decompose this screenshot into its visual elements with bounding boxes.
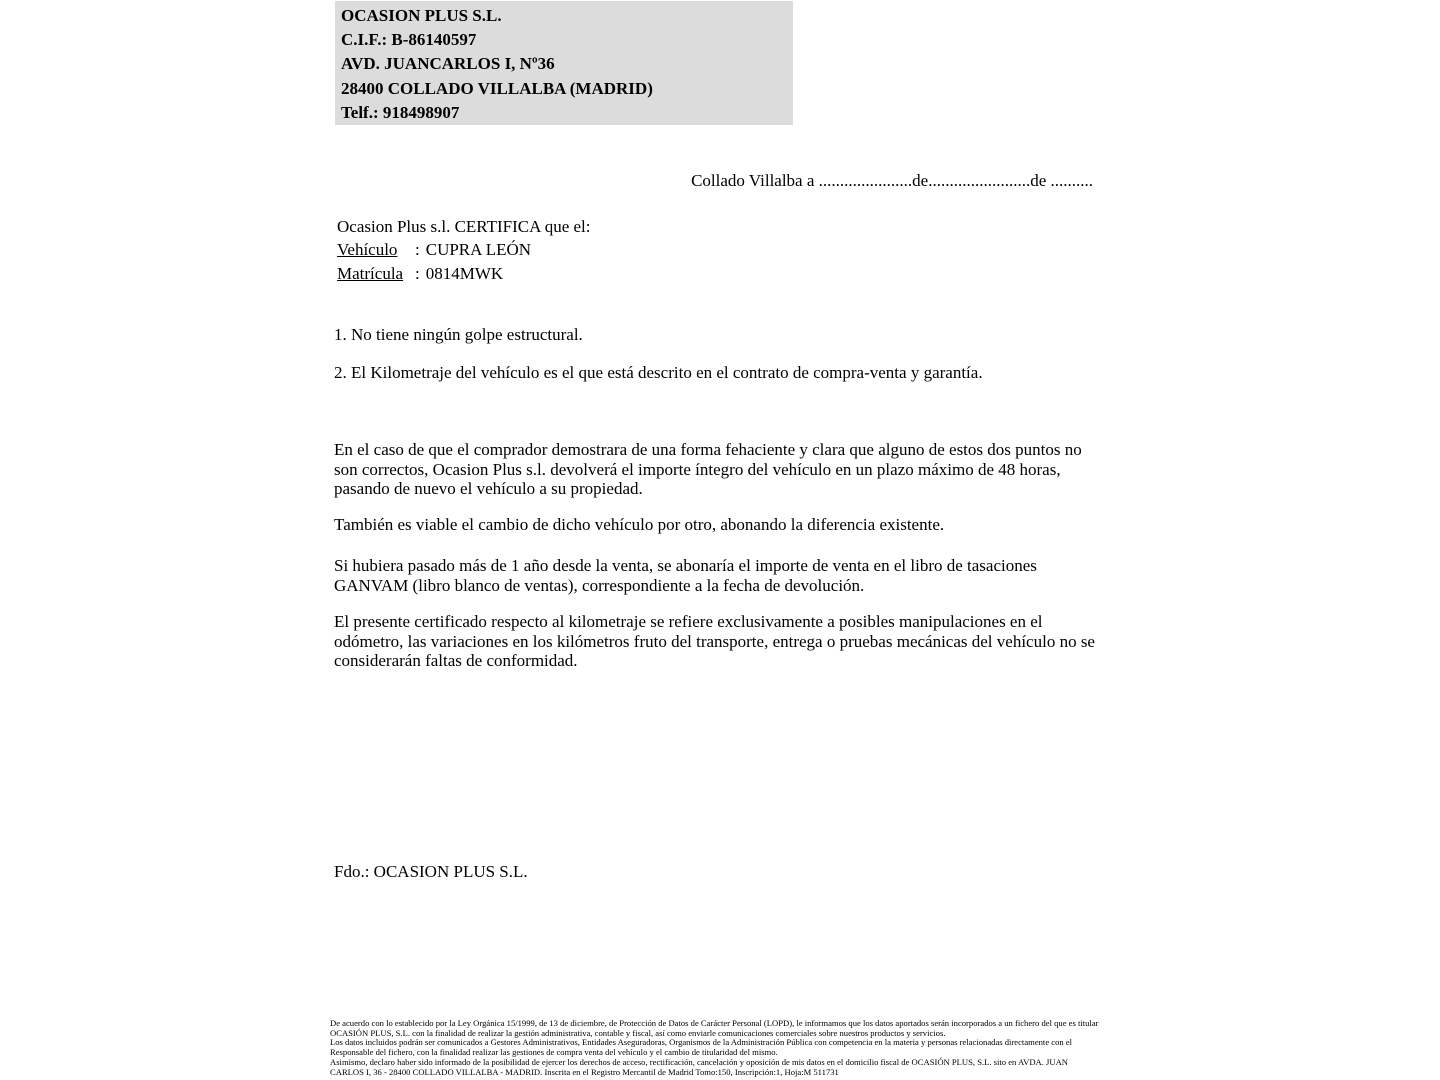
legal-footer-line: Los datos incluidos podrán ser comunicados a Gestores Administrativos, Entidades Aseguradoras, Organismos de la Administración Pública con competencia en la materia y personas relacionadas directamente con el	[330, 1037, 1073, 1048]
plate-field-value: 0814MWK	[425, 264, 504, 283]
legal-footer	[330, 1019, 1120, 1077]
plate-field-row	[337, 264, 503, 284]
plate-field-label: Matrícula	[337, 264, 404, 283]
company-name: OCASION PLUS S.L.	[341, 6, 502, 25]
paragraph-ganvam-valuation: Si hubiera pasado más de 1 año desde la venta, se abonaría el importe de venta en el libro de tasaciones GANVAM (libro blanco de ventas), correspondiente a la fecha de devolución.	[334, 556, 1037, 595]
company-city: 28400 COLLADO VILLALBA (MADRID)	[341, 78, 653, 98]
legal-footer-line: Asimismo, declaro haber sido informado de la posibilidad de ejercer los derechos de acceso, rectificación, cancelación y oposición de mis datos en el domicilio fiscal de OCASIÓN PLUS, S.L. sito en AVDA. JUAN	[330, 1056, 1069, 1067]
company-phone: Telf.: 918498907	[341, 102, 460, 122]
company-address: AVD. JUANCARLOS I, Nº36	[341, 54, 555, 74]
legal-footer-line: OCASIÓN PLUS, S.L. con la finalidad de realizar la gestión administrativa, contable y fiscal, así como enviarle comunicaciones comerciales sobre nuestros productos y servicios.	[330, 1027, 946, 1038]
vehicle-field-separator: :	[415, 240, 420, 259]
date-line: Collado Villalba a ......................de........................de ..........	[691, 171, 1093, 190]
vehicle-field-label: Vehículo	[337, 240, 398, 259]
paragraph-odometer-disclaimer: El presente certificado respecto al kilometraje se refiere exclusivamente a posibles manipulaciones en el odómetro, las variaciones en los kilómetros fruto del transporte, entrega o pruebas mecánicas del vehículo no se considerarán faltas de conformidad.	[334, 612, 1095, 671]
company-cif: C.I.F.: B-86140597	[341, 30, 477, 50]
paragraph-exchange-option: También es viable el cambio de dicho vehículo por otro, abonando la diferencia existente.	[334, 515, 945, 534]
paragraph-refund-policy: En el caso de que el comprador demostrara de una forma fehaciente y clara que alguno de estos dos puntos no son correctos, Ocasion Plus s.l. devolverá el importe íntegro del vehículo en un plazo máximo de 48 horas, pasando de nuevo el vehículo a su propiedad.	[334, 440, 1082, 499]
legal-footer-line: De acuerdo con lo establecido por la Ley Orgánica 15/1999, de 13 de diciembre, de Protección de Datos de Carácter Personal (LOPD), le informamos que los datos aportados serán incorporados a un fichero del que es titular	[330, 1018, 1099, 1028]
company-header-box	[335, 1, 793, 125]
legal-footer-line: Responsable del fichero, con la finalidad realizar las gestiones de compra venta del vehículo y el cambio de titularidad del mismo.	[330, 1047, 778, 1058]
vehicle-field-value: CUPRA LEÓN	[425, 240, 532, 259]
vehicle-field-row	[337, 240, 531, 260]
certified-point-2: 2. El Kilometraje del vehículo es el que está descrito en el contrato de compra-venta y garantía.	[334, 363, 983, 382]
certified-point-1: 1. No tiene ningún golpe estructural.	[334, 325, 583, 344]
plate-field-separator: :	[415, 264, 420, 283]
legal-footer-line: CARLOS I, 36 - 28400 COLLADO VILLALBA - MADRID. Inscrita en el Registro Mercantil de Madrid Tomo:150, Inscripción:1, Hoja:M 511731	[330, 1066, 839, 1077]
certification-intro: Ocasion Plus s.l. CERTIFICA que el:	[337, 217, 591, 236]
signature-line: Fdo.: OCASION PLUS S.L.	[334, 862, 528, 881]
